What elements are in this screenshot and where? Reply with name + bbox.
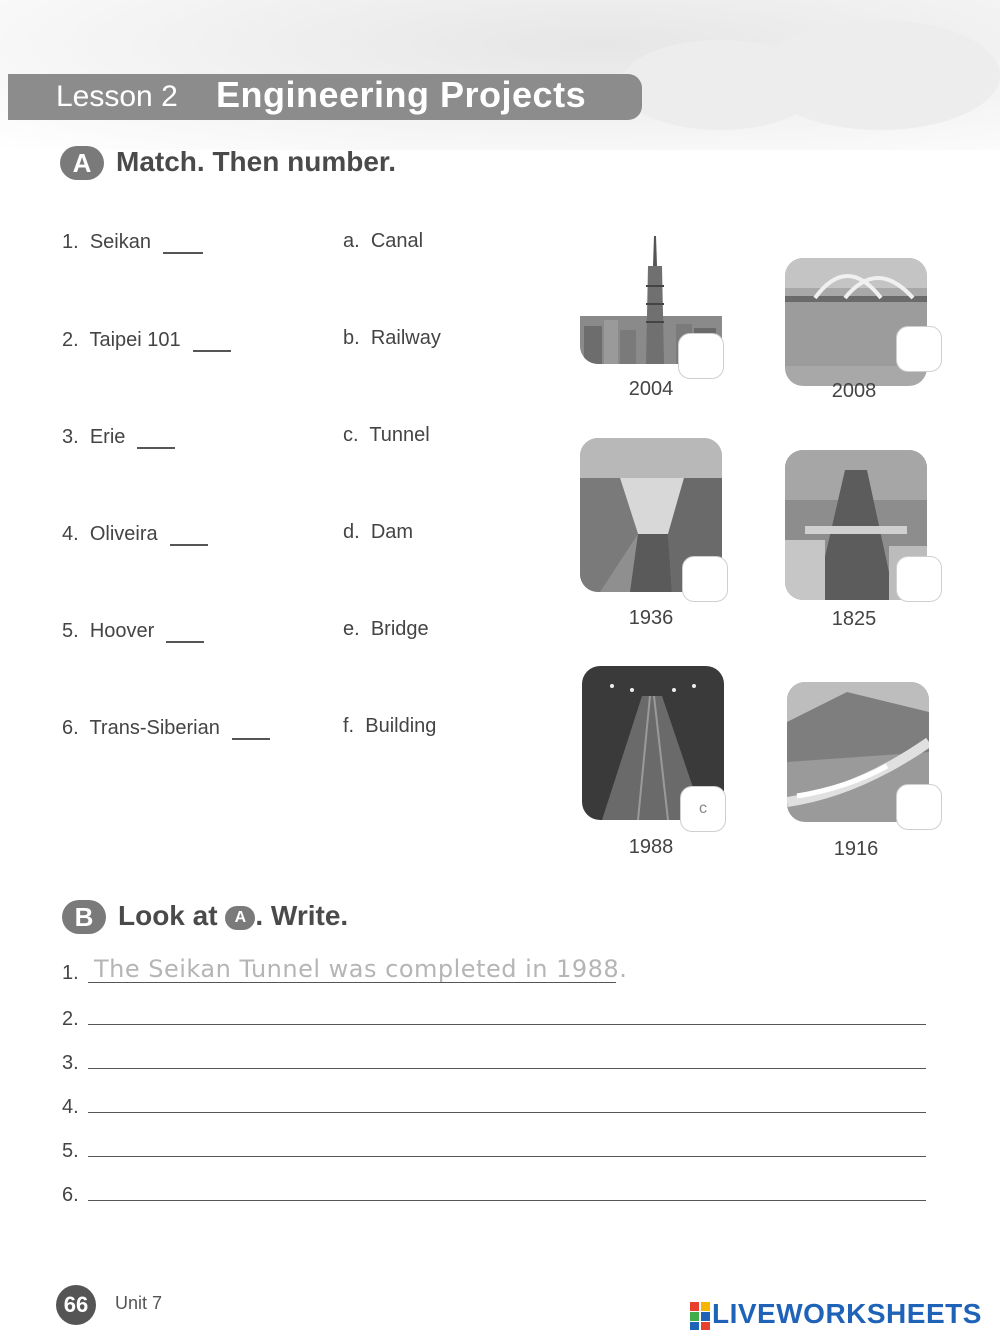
answer-box-1916[interactable] [896, 784, 942, 830]
liveworksheets-brand: LIVEWORKSHEETS [712, 1298, 982, 1329]
year-label: 1825 [831, 608, 877, 630]
lesson-label: Lesson 2 [56, 80, 178, 113]
line-number: 4. [62, 1096, 79, 1118]
answer-blank-5[interactable] [166, 619, 204, 643]
header-cloud [760, 20, 1000, 130]
match-item-3: 3. Erie [62, 425, 175, 449]
write-line-6[interactable] [88, 1200, 926, 1201]
page-number: 66 [56, 1285, 96, 1325]
answer-box-1988[interactable]: c [680, 786, 726, 832]
section-b-title: Look at A . Write. [118, 900, 349, 931]
answer-box-1936[interactable] [682, 556, 728, 602]
answer-box-1825[interactable] [896, 556, 942, 602]
write-line-5[interactable] [88, 1156, 926, 1157]
answer-blank-2[interactable] [193, 328, 231, 352]
type-item-a: a. Canal [343, 230, 424, 252]
line-number: 5. [62, 1140, 79, 1162]
answer-blank-4[interactable] [170, 522, 208, 546]
section-b-badge: B [62, 900, 106, 934]
type-item-f: f. Building [343, 715, 437, 737]
line-number: 3. [62, 1052, 79, 1074]
write-line-1[interactable] [88, 982, 616, 983]
write-line-3[interactable] [88, 1068, 926, 1069]
sample-answer: The Seikan Tunnel was completed in 1988. [94, 955, 628, 983]
lesson-title: Engineering Projects [216, 74, 587, 115]
year-label: 1936 [628, 607, 674, 629]
liveworksheets-logo-icon [690, 1302, 710, 1330]
match-item-1: 1. Seikan [62, 230, 203, 254]
answer-blank-1[interactable] [163, 230, 203, 254]
match-item-6: 6. Trans-Siberian [62, 716, 270, 740]
match-item-5: 5. Hoover [62, 619, 204, 643]
section-a-badge: A [60, 146, 104, 180]
line-number: 2. [62, 1008, 79, 1030]
write-line-2[interactable] [88, 1024, 926, 1025]
section-a-reference-badge: A [225, 906, 255, 930]
type-item-b: b. Railway [343, 327, 441, 349]
answer-blank-3[interactable] [137, 425, 175, 449]
year-label: 1916 [833, 838, 879, 860]
section-a-title: Match. Then number. [116, 146, 397, 177]
type-item-c: c. Tunnel [343, 424, 430, 446]
type-item-e: e. Bridge [343, 618, 429, 640]
answer-blank-6[interactable] [232, 716, 270, 740]
type-item-d: d. Dam [343, 521, 414, 543]
line-number: 1. [62, 962, 79, 984]
year-label: 2008 [831, 380, 877, 402]
year-label: 1988 [628, 836, 674, 858]
match-item-2: 2. Taipei 101 [62, 328, 231, 352]
match-item-4: 4. Oliveira [62, 522, 208, 546]
year-label: 2004 [628, 378, 674, 400]
unit-label: Unit 7 [115, 1293, 163, 1313]
write-line-4[interactable] [88, 1112, 926, 1113]
line-number: 6. [62, 1184, 79, 1206]
answer-box-2004[interactable] [678, 333, 724, 379]
answer-box-2008[interactable] [896, 326, 942, 372]
